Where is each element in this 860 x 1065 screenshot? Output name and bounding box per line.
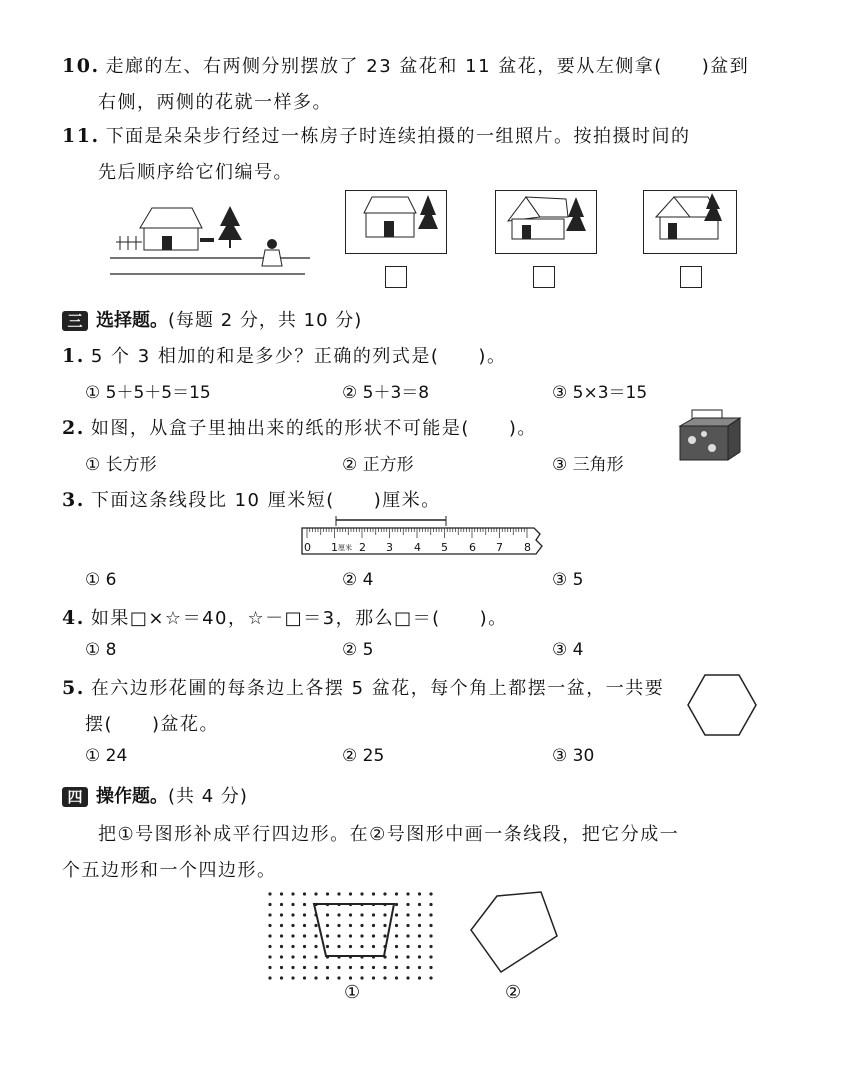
section4-header (62, 782, 248, 808)
grid-dot (360, 945, 363, 948)
s3-q1-number: 1. (62, 345, 85, 367)
grid-dot (372, 945, 375, 948)
grid-dot (418, 945, 421, 948)
grid-dot (372, 976, 375, 979)
hexagon-image (686, 672, 758, 738)
s3-q2 (62, 414, 537, 440)
grid-dot (349, 966, 352, 969)
s3-q1-option-1[interactable]: ① 5＋5＋5＝15 (85, 383, 211, 403)
s3-q2-text: 如图，从盒子里抽出来的纸的形状不可能是( )。 (90, 418, 537, 439)
section3-header (62, 306, 362, 332)
grid-dot (372, 892, 375, 895)
section3-note: (每题 2 分，共 10 分) (168, 310, 363, 331)
q11-line1 (62, 122, 691, 148)
grid-dot (349, 945, 352, 948)
grid-dot (303, 966, 306, 969)
answer-box-3[interactable] (680, 266, 702, 288)
grid-dot (268, 892, 271, 895)
grid-dot (349, 892, 352, 895)
grid-dot (372, 913, 375, 916)
house-photo-3 (644, 191, 736, 253)
grid-dot (406, 913, 409, 916)
grid-dot (395, 945, 398, 948)
grid-dot (383, 976, 386, 979)
grid-dot (360, 976, 363, 979)
section4-instruction-line1: 把①号图形补成平行四边形。在②号图形中画一条线段，把它分成一 (98, 824, 680, 845)
grid-dot (418, 892, 421, 895)
grid-dot (314, 955, 317, 958)
grid-dot (314, 966, 317, 969)
grid-dot (268, 913, 271, 916)
grid-dot (280, 903, 283, 906)
grid-dot (406, 903, 409, 906)
ruler-tick-0: 0 (304, 541, 311, 554)
grid-dot (337, 934, 340, 937)
q11-text: 下面是朵朵步行经过一栋房子时连续拍摄的一组照片。按拍摄时间的 (105, 126, 691, 147)
q11-number: 11. (62, 125, 100, 147)
grid-dot (395, 913, 398, 916)
grid-dot (418, 966, 421, 969)
grid-dot (268, 976, 271, 979)
grid-dot (406, 976, 409, 979)
grid-dot (360, 934, 363, 937)
grid-dot (291, 966, 294, 969)
grid-dot (303, 903, 306, 906)
grid-dot (291, 945, 294, 948)
grid-dot (314, 945, 317, 948)
grid-dot (429, 903, 432, 906)
grid-dot (360, 924, 363, 927)
grid-dot (268, 966, 271, 969)
q10-line1 (62, 52, 749, 78)
grid-dot (303, 955, 306, 958)
grid-dot (326, 966, 329, 969)
s3-q1-text: 5 个 3 相加的和是多少？正确的列式是( )。 (90, 346, 507, 367)
s3-q3-text: 下面这条线段比 10 厘米短( )厘米。 (90, 490, 441, 511)
grid-dot (395, 955, 398, 958)
dot-grid-figure-1 (262, 888, 442, 980)
grid-dot (395, 934, 398, 937)
q11-line2: 先后顺序给它们编号。 (98, 162, 293, 183)
grid-dot (280, 976, 283, 979)
s3-q3-option-2[interactable]: ② 4 (342, 570, 374, 590)
grid-dot (280, 924, 283, 927)
grid-dot (314, 892, 317, 895)
grid-dot (326, 913, 329, 916)
section4-instruction-line2: 个五边形和一个四边形。 (62, 860, 277, 881)
grid-dot (349, 913, 352, 916)
house-photo-2 (496, 191, 596, 253)
s3-q1 (62, 342, 506, 368)
grid-dot (360, 913, 363, 916)
tissue-box-image (676, 408, 746, 464)
grid-dot (383, 892, 386, 895)
s3-q3 (62, 486, 441, 512)
s3-q4 (62, 604, 508, 630)
photo-frame-1 (345, 190, 447, 254)
grid-dot (429, 955, 432, 958)
s3-q4-option-2[interactable]: ② 5 (342, 640, 374, 660)
grid-dot (303, 945, 306, 948)
section4-icon: 四 (62, 787, 88, 807)
s3-q5-text: 在六边形花圃的每条边上各摆 5 盆花，每个角上都摆一盆，一共要 (90, 678, 665, 699)
q10-text: 走廊的左、右两侧分别摆放了 23 盆花和 11 盆花，要从左侧拿( )盆到 (105, 56, 750, 77)
grid-dot (337, 976, 340, 979)
grid-dot (314, 976, 317, 979)
grid-dot (337, 945, 340, 948)
figure-2-label: ② (505, 982, 522, 1003)
s3-q4-option-3[interactable]: ③ 4 (552, 640, 584, 660)
ruler-tick-1: 1 (331, 541, 338, 554)
s3-q5-number: 5. (62, 677, 85, 699)
grid-dot (429, 924, 432, 927)
grid-dot (418, 934, 421, 937)
grid-dot (372, 966, 375, 969)
grid-dot (383, 966, 386, 969)
grid-dot (360, 966, 363, 969)
photo-frame-3 (643, 190, 737, 254)
section3-title: 选择题。 (96, 310, 168, 331)
grid-dot (291, 903, 294, 906)
s3-q2-option-1[interactable]: ① 长方形 (85, 455, 157, 475)
grid-dot (303, 934, 306, 937)
q10-line2: 右侧，两侧的花就一样多。 (98, 92, 332, 113)
ruler-tick-2: 2 (359, 541, 366, 554)
grid-dot (337, 892, 340, 895)
grid-dot (303, 913, 306, 916)
grid-dot (303, 976, 306, 979)
ruler-tick-3: 3 (386, 541, 393, 554)
grid-dot (349, 924, 352, 927)
grid-dot (326, 924, 329, 927)
grid-dot (418, 976, 421, 979)
grid-dot (418, 955, 421, 958)
grid-dot (280, 913, 283, 916)
grid-dot (395, 924, 398, 927)
grid-dot (395, 966, 398, 969)
grid-dot (418, 913, 421, 916)
s3-q5-line2: 摆( )盆花。 (85, 714, 220, 735)
answer-box-2[interactable] (533, 266, 555, 288)
grid-dot (372, 934, 375, 937)
grid-dot (349, 934, 352, 937)
ruler-tick-6: 6 (469, 541, 476, 554)
grid-dot (395, 903, 398, 906)
grid-dot (337, 913, 340, 916)
s3-q2-option-3[interactable]: ③ 三角形 (552, 455, 624, 475)
grid-dot (418, 903, 421, 906)
s3-q4-text: 如果□×☆＝40，☆－□＝3，那么□＝( )。 (90, 608, 508, 629)
section3-icon: 三 (62, 311, 88, 331)
grid-dot (406, 945, 409, 948)
grid-dot (314, 934, 317, 937)
grid-dot (268, 934, 271, 937)
section4-title: 操作题。 (96, 786, 168, 807)
grid-dot (395, 892, 398, 895)
walking-scene-illustration (110, 200, 310, 280)
grid-dot (406, 924, 409, 927)
pentagon-figure-2 (465, 888, 565, 978)
grid-dot (360, 892, 363, 895)
grid-dot (429, 966, 432, 969)
grid-dot (291, 934, 294, 937)
grid-dot (303, 924, 306, 927)
grid-dot (314, 924, 317, 927)
grid-dot (280, 966, 283, 969)
grid-dot (268, 945, 271, 948)
grid-dot (268, 955, 271, 958)
grid-dot (291, 955, 294, 958)
grid-dot (383, 913, 386, 916)
ruler-tick-5: 5 (441, 541, 448, 554)
grid-dot (429, 934, 432, 937)
s3-q1-option-3[interactable]: ③ 5×3＝15 (552, 383, 648, 403)
s3-q3-option-1[interactable]: ① 6 (85, 570, 117, 590)
grid-dot (372, 924, 375, 927)
photo-frame-2 (495, 190, 597, 254)
grid-dot (280, 892, 283, 895)
s3-q2-number: 2. (62, 417, 85, 439)
q10-number: 10. (62, 55, 100, 77)
ruler-tick-7: 7 (496, 541, 503, 554)
ruler-unit-label: 厘米 (338, 544, 352, 552)
grid-dot (429, 976, 432, 979)
grid-dot (337, 966, 340, 969)
grid-dot (326, 892, 329, 895)
grid-dot (280, 934, 283, 937)
s3-q3-number: 3. (62, 489, 85, 511)
grid-dot (280, 945, 283, 948)
s3-q4-number: 4. (62, 607, 85, 629)
grid-dot (268, 924, 271, 927)
grid-dot (406, 892, 409, 895)
figure-1-label: ① (344, 982, 361, 1003)
ruler-tick-4: 4 (414, 541, 421, 554)
ruler-tick-8: 8 (524, 541, 531, 554)
grid-dot (291, 976, 294, 979)
grid-dot (303, 892, 306, 895)
section4-note: (共 4 分) (168, 786, 248, 807)
s3-q5-option-3[interactable]: ③ 30 (552, 746, 595, 766)
grid-dot (406, 955, 409, 958)
s3-q3-option-3[interactable]: ③ 5 (552, 570, 584, 590)
grid-dot (429, 945, 432, 948)
grid-dot (429, 913, 432, 916)
grid-dot (291, 892, 294, 895)
grid-dot (349, 976, 352, 979)
s3-q1-option-2[interactable]: ② 5＋3＝8 (342, 383, 430, 403)
grid-dot (326, 976, 329, 979)
grid-dot (280, 955, 283, 958)
answer-box-1[interactable] (385, 266, 407, 288)
ruler-image (298, 516, 548, 558)
grid-dot (291, 913, 294, 916)
grid-dot (429, 892, 432, 895)
s3-q5-option-2[interactable]: ② 25 (342, 746, 385, 766)
grid-dot (406, 966, 409, 969)
s3-q5-line1 (62, 674, 664, 700)
s3-q4-option-1[interactable]: ① 8 (85, 640, 117, 660)
s3-q5-option-1[interactable]: ① 24 (85, 746, 128, 766)
s3-q2-option-2[interactable]: ② 正方形 (342, 455, 414, 475)
grid-dot (268, 903, 271, 906)
grid-dot (383, 924, 386, 927)
house-photo-1 (346, 191, 446, 253)
grid-dot (326, 945, 329, 948)
grid-dot (395, 976, 398, 979)
grid-dot (418, 924, 421, 927)
grid-dot (291, 924, 294, 927)
grid-dot (326, 934, 329, 937)
grid-dot (383, 934, 386, 937)
grid-dot (337, 924, 340, 927)
grid-dot (406, 934, 409, 937)
